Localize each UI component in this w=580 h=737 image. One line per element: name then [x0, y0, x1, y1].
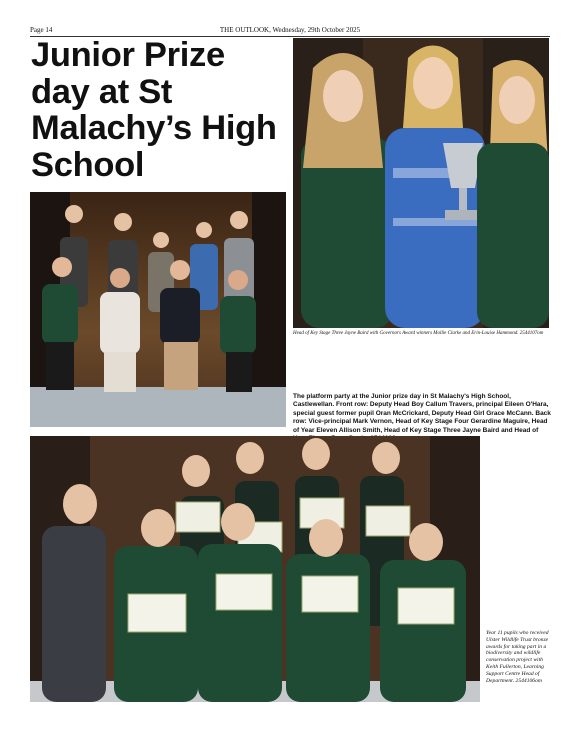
platform-party-caption: The platform party at the Junior prize day in St Malachy's High School, Castlewellan. Front row: Deputy Head Boy Callum Travers, principal Eileen O'Hara, special guest former pupil Oran McCrickard, Deputy Head Girl Grace McCann. Back row: Vice-principal Mark Vernon, Head of Key Stage Four Gerardine Maguire, Head of Year Eleven Allison Smith, Head of Key Stage Three Jayne Baird and Head of — [293, 393, 551, 434]
wildlife-award-caption: Year 11 pupils who received Ulster Wildlife Trust bronze awards for taking part in a biodiversity and wildlife conservation project with Keith Fullerton, Learning Support Centre Head of Department. 2544106om — [486, 630, 549, 684]
headline: Junior Prize day at St Malachy’s High School — [31, 36, 277, 184]
platform-party-photo — [30, 192, 286, 427]
trophy-photo-caption: Head of Key Stage Three Jayne Baird with Governors Award winners Mollie Clarke and Erin-Louise Hammond. 2544107om — [293, 331, 544, 336]
wildlife-award-pupils-photo — [30, 436, 480, 702]
masthead: THE OUTLOOK, Wednesday, 29th October 2025 — [219, 26, 361, 34]
page-number: Page 14 — [30, 26, 53, 34]
governors-award-photo — [293, 38, 549, 328]
